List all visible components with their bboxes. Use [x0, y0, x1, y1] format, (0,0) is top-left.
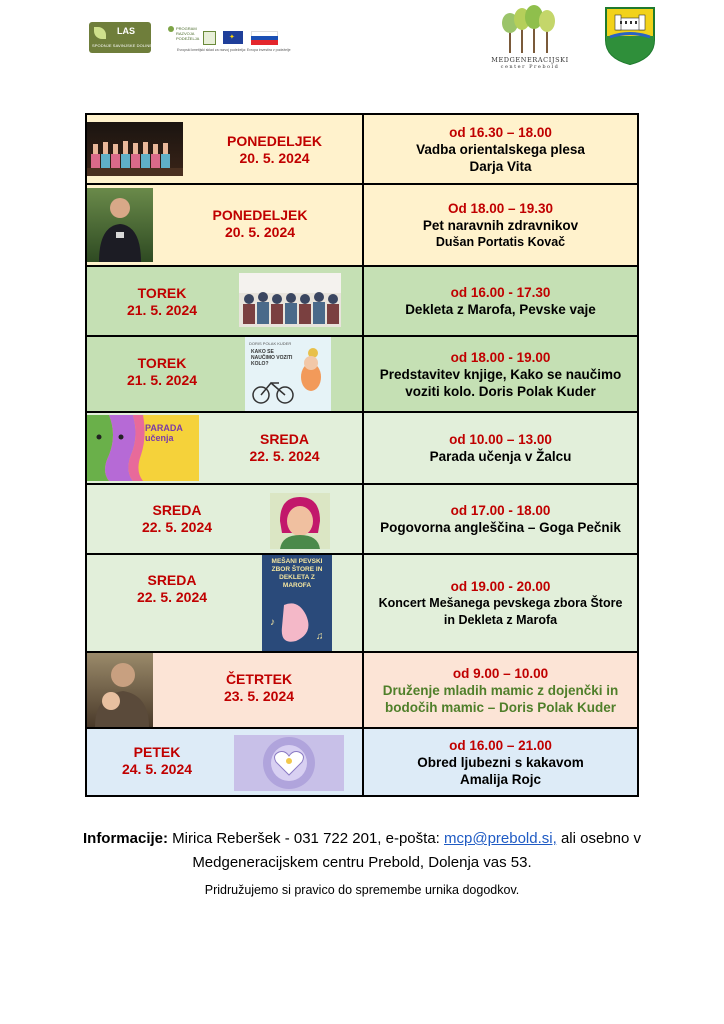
event-details-cell: [364, 267, 637, 335]
las-logo: [89, 22, 151, 53]
table-row: [87, 337, 637, 411]
event-day-cell: [87, 267, 362, 335]
event-time: od 19.00 - 20.00: [450, 578, 551, 594]
program-logo-mark-icon: [168, 26, 174, 32]
prebold-crest-icon: [604, 6, 656, 66]
event-time: od 9.00 – 10.00: [452, 665, 549, 681]
event-day-cell: [87, 485, 362, 553]
program-logo-caption: Evropski kmetijski sklad za razvoj podeželja: Evropa investira v podeželje: [177, 48, 291, 52]
concert-poster: [262, 555, 332, 651]
program-logo-text: PROGRAM RAZVOJA PODEŽELJA: [176, 26, 200, 41]
event-host: Darja Vita: [469, 158, 532, 174]
las-logo-name: LAS: [117, 26, 135, 36]
event-date: 22. 5. 2024: [249, 448, 320, 464]
leaf-icon: [94, 27, 106, 39]
event-title: Parada učenja v Žalcu: [429, 449, 572, 464]
info-text: Mirica Reberšek - 031 722 201, e-pošta:: [168, 830, 444, 847]
program-logo: [168, 26, 198, 48]
event-details-cell: [364, 729, 637, 795]
event-day: PONEDELJEK: [227, 133, 322, 149]
leader-logo: [203, 31, 216, 45]
event-day-cell: [87, 337, 362, 411]
event-title: Obred ljubezni s kakavom: [417, 754, 584, 770]
event-time: od 10.00 – 13.00: [449, 432, 552, 447]
mother-baby-photo: [87, 653, 153, 727]
choir-photo: [239, 273, 341, 327]
event-date: 24. 5. 2024: [121, 761, 193, 777]
event-day-cell: [87, 555, 362, 651]
event-details-cell: [364, 337, 637, 411]
event-title: Pogovorna angleščina – Goga Pečnik: [380, 520, 621, 535]
table-row: [87, 115, 637, 183]
slovenia-flag-icon: [251, 31, 278, 45]
heart-picture: [234, 735, 344, 791]
event-date: 21. 5. 2024: [126, 372, 198, 388]
event-details-cell: [364, 485, 637, 553]
event-day: PONEDELJEK: [212, 207, 308, 223]
center-logo: [490, 5, 570, 75]
event-date: 20. 5. 2024: [239, 150, 310, 166]
event-title-cont: voziti kolo. Doris Polak Kuder: [405, 383, 596, 399]
table-row: [87, 485, 637, 553]
svg-text:♪: ♪: [270, 617, 275, 628]
concert-poster-text: MEŠANI PEVSKI ZBOR ŠTORE IN DEKLETA Z MAROFA: [271, 558, 323, 589]
parada-poster-text: PARADA učenja: [145, 423, 183, 443]
svg-text:♫: ♫: [316, 631, 324, 642]
trees-icon: [500, 5, 560, 55]
book-title: KAKO SE NAUČIMO VOZITI KOLO?: [251, 349, 293, 367]
event-host: Dušan Portatis Kovač: [435, 234, 566, 249]
event-day: SREDA: [147, 572, 197, 588]
event-title-cont: bodočih mamic – Doris Polak Kuder: [384, 699, 617, 715]
info-tail: ali osebno v: [556, 830, 642, 847]
event-day-cell: [87, 185, 362, 265]
table-row: [87, 267, 637, 335]
event-day-cell: [87, 729, 362, 795]
event-time: od 16.00 – 21.00: [449, 737, 552, 753]
event-title-cont: in Dekleta z Marofa: [443, 612, 558, 627]
book-cover: [245, 337, 331, 411]
event-details-cell: [364, 653, 637, 727]
event-time: Od 18.00 – 19.30: [447, 200, 554, 216]
teacher-photo: [270, 493, 330, 549]
schedule-table: [85, 113, 639, 797]
event-date: 21. 5. 2024: [126, 302, 198, 318]
event-day-cell: [87, 653, 362, 727]
table-row: [87, 413, 637, 483]
event-details-cell: [364, 555, 637, 651]
event-date: 22. 5. 2024: [136, 589, 208, 605]
parada-poster: [87, 415, 199, 481]
event-time: od 16.00 - 17.30: [450, 285, 551, 300]
event-time: od 18.00 - 19.00: [450, 349, 551, 365]
dance-photo: [87, 122, 183, 176]
event-day: SREDA: [152, 502, 202, 518]
center-logo-line2: center Prebold: [500, 64, 560, 70]
event-time: od 17.00 - 18.00: [450, 503, 551, 518]
event-day-cell: [87, 115, 362, 183]
event-date: 22. 5. 2024: [141, 519, 213, 535]
contact-address: Medgeneracijskem centru Prebold, Dolenja vas 53.: [192, 854, 532, 871]
event-day: PETEK: [133, 744, 181, 760]
las-logo-tagline: SPODNJE SAVINJSKE DOLINE: [92, 43, 153, 48]
event-title: Dekleta z Marofa, Pevske vaje: [405, 302, 596, 317]
event-title: Predstavitev knjige, Kako se naučimo: [379, 366, 622, 382]
event-date: 20. 5. 2024: [224, 224, 296, 240]
event-title: Druženje mladih mamic z dojenčki in: [382, 682, 619, 698]
eu-flag-icon: ✦: [223, 31, 243, 44]
event-day-cell: [87, 413, 362, 483]
event-title: Vadba orientalskega plesa: [416, 141, 585, 157]
event-time: od 16.30 – 18.00: [449, 124, 552, 140]
event-host: Amalija Rojc: [459, 771, 542, 787]
table-row: [87, 185, 637, 265]
event-title: Pet naravnih zdravnikov: [422, 217, 579, 233]
table-row: [87, 729, 637, 795]
event-date: 23. 5. 2024: [223, 688, 295, 704]
event-day: SREDA: [259, 431, 309, 447]
email-link[interactable]: mcp@prebold.si,: [444, 830, 557, 847]
contact-info: [0, 827, 724, 851]
book-author: DORIS POLAK KUDER: [249, 341, 292, 346]
event-details-cell: [364, 185, 637, 265]
event-details-cell: [364, 413, 637, 483]
event-details-cell: [364, 115, 637, 183]
table-row: [87, 555, 637, 651]
center-logo-line1: MEDGENERACIJSKI: [491, 56, 569, 64]
info-label: Informacije:: [82, 830, 169, 847]
event-day: ČETRTEK: [225, 671, 293, 687]
event-title: Koncert Mešanega pevskega zbora Štore: [378, 595, 623, 610]
event-day: TOREK: [137, 285, 187, 301]
schedule-change-note: Pridružujemo si pravico do spremembe urnika dogodkov.: [204, 883, 520, 897]
speaker-photo: [87, 188, 153, 262]
event-day: TOREK: [137, 355, 187, 371]
table-row: [87, 653, 637, 727]
